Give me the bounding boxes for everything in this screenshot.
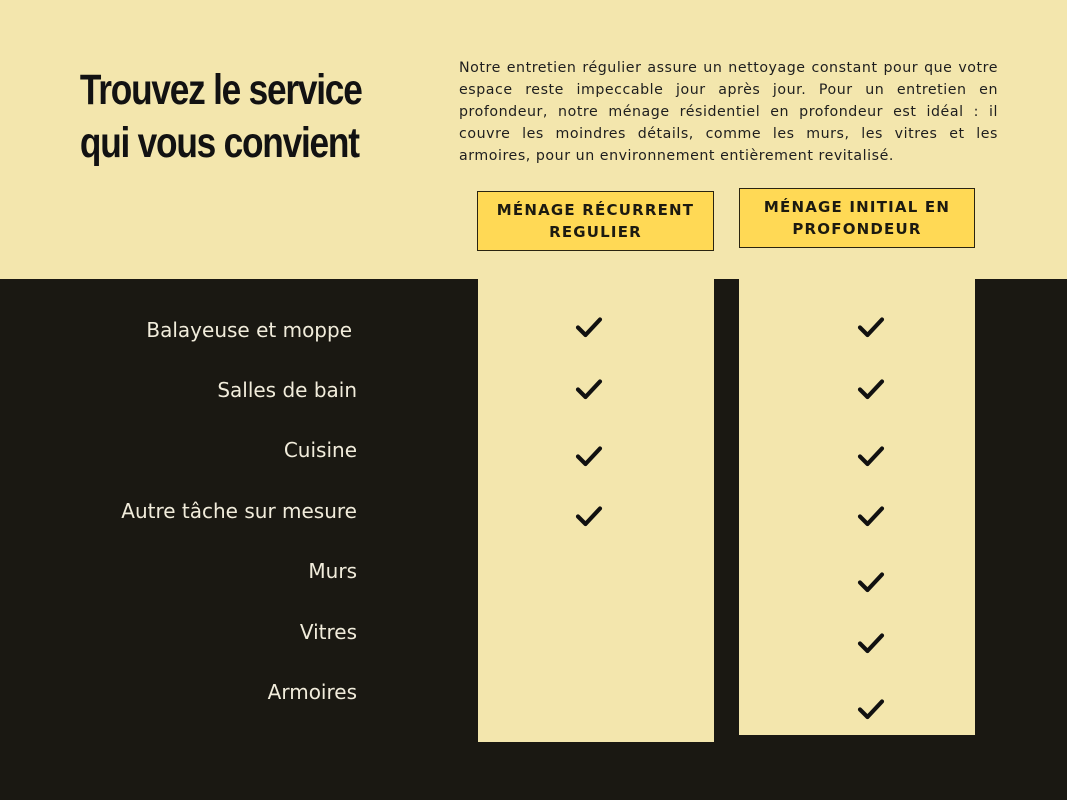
intro-paragraph: Notre entretien régulier assure un nettoyage constant pour que votre espace reste impeccable jour après jour. Pour un entretien en profondeur, notre ménage résidentiel en profondeur est idéal : il couvre les moindres détails, comme les murs, les vitres et les armoires, pour un environnement entièrement revitalisé. (459, 60, 998, 164)
column-header-profondeur (739, 188, 975, 248)
checkmark-icon (575, 444, 603, 468)
row-label-salles-de-bain: Salles de bain (217, 378, 357, 402)
row-label-vitres: Vitres (299, 620, 357, 644)
checkmark-icon (857, 697, 885, 721)
checkmark-icon (857, 315, 885, 339)
page-title (79, 64, 362, 170)
column-header-recurrent (477, 191, 714, 251)
column-header-recurrent-label: MÉNAGE RÉCURRENT REGULIER (496, 201, 695, 241)
row-label-balayeuse: Balayeuse et moppe (146, 318, 352, 342)
checkmark-icon (575, 315, 603, 339)
checkmark-icon (857, 631, 885, 655)
checkmark-icon (857, 444, 885, 468)
row-label-cuisine: Cuisine (283, 438, 357, 462)
checkmark-icon (575, 377, 603, 401)
column-header-profondeur-label: MÉNAGE INITIAL EN PROFONDEUR (763, 198, 951, 238)
page-title-line-2: qui vous convient (79, 119, 359, 167)
checkmark-icon (857, 377, 885, 401)
checkmark-icon (575, 504, 603, 528)
row-label-autre-tache: Autre tâche sur mesure (121, 499, 357, 523)
page-title-line-1: Trouvez le service (79, 66, 362, 114)
row-label-murs: Murs (308, 559, 357, 583)
checkmark-icon (857, 570, 885, 594)
row-label-armoires: Armoires (267, 680, 357, 704)
checkmark-icon (857, 504, 885, 528)
